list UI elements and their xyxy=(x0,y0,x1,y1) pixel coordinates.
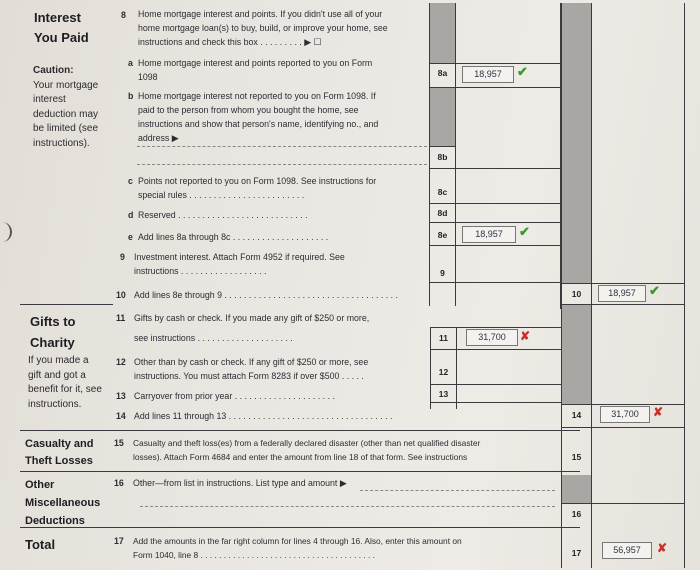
cross-mark-icon: ✘ xyxy=(520,329,531,343)
inner-label-column-right-gifts xyxy=(456,327,457,409)
line-8b-text-row: address ▶ xyxy=(138,133,179,143)
line-9-text xyxy=(134,250,345,278)
line-8-text xyxy=(138,7,388,49)
row-line xyxy=(429,222,561,223)
row-line xyxy=(429,63,561,64)
row-line xyxy=(562,304,684,305)
line-8a-text-row: Home mortgage interest and points reported to you on Form xyxy=(138,58,373,68)
address-line xyxy=(137,164,427,165)
row-line xyxy=(429,168,561,169)
interest-title-line2: You Paid xyxy=(34,30,89,45)
other-deduction-line xyxy=(360,490,555,491)
casualty-title-line1: Casualty and xyxy=(25,438,94,450)
check-mark-icon: ✔ xyxy=(519,224,530,239)
address-line xyxy=(137,146,427,147)
line-11-text-row: see instructions . . . . . . . . . . . . . . . . . . . . xyxy=(134,333,293,343)
line-10-label: 10 xyxy=(571,289,582,299)
other-title-line1: Other xyxy=(25,479,55,491)
line-8c-text xyxy=(138,174,376,202)
caution-line: deduction may xyxy=(33,108,99,120)
line-11-text xyxy=(134,311,369,345)
section-divider xyxy=(20,304,113,305)
row-line xyxy=(429,146,455,147)
line-16-label: 16 xyxy=(571,509,582,519)
line-11-label: 11 xyxy=(439,333,448,343)
row-line xyxy=(430,402,561,403)
line-14-number: 14 xyxy=(116,411,126,421)
row-line xyxy=(430,384,561,385)
gifts-note-line: instructions. xyxy=(28,398,82,410)
line-8-number: 8 xyxy=(121,10,126,20)
gifts-title-line1: Gifts to xyxy=(30,314,76,329)
line-11-number: 11 xyxy=(116,313,126,323)
line-10-amount[interactable]: 18,957 xyxy=(598,285,646,302)
line-14-text: Add lines 11 through 13 . . . . . . . . . . . . . . . . . . . . . . . . . . . . . . . . . . xyxy=(134,411,393,421)
line-8e-text: Add lines 8a through 8c . . . . . . . . . . . . . . . . . . . . xyxy=(138,232,329,242)
line-13-text: Carryover from prior year . . . . . . . . . . . . . . . . . . . . . xyxy=(134,391,335,401)
caution-title: Caution: xyxy=(33,65,74,76)
line-8d-text: Reserved . . . . . . . . . . . . . . . . . . . . . . . . . . . xyxy=(138,210,308,220)
line-9-text-row: instructions . . . . . . . . . . . . . . . . . . xyxy=(134,266,267,276)
row-line xyxy=(429,282,561,283)
other-deduction-line xyxy=(140,506,555,507)
line-8a-amount[interactable]: 18,957 xyxy=(462,66,514,83)
line-17-label: 17 xyxy=(571,548,582,558)
other-title-line3: Deductions xyxy=(25,515,85,527)
shaded-cell xyxy=(562,304,591,404)
line-9-label: 9 xyxy=(440,268,445,278)
line-8e-label: 8e xyxy=(437,230,448,240)
line-17-number: 17 xyxy=(114,536,124,546)
shaded-cell xyxy=(430,88,455,146)
shaded-cell xyxy=(430,3,455,63)
casualty-section-title xyxy=(25,436,93,470)
line-8c-text-row: Points not reported to you on Form 1098. See instructions for xyxy=(138,176,377,186)
line-17-text-row: Add the amounts in the far right column for lines 4 through 16. Also, enter this amount on xyxy=(133,536,462,546)
line-17-text xyxy=(133,534,462,562)
line-8-text-row: instructions and check this box . . . . . . . . . ▶ ☐ xyxy=(138,37,322,47)
line-12-number: 12 xyxy=(116,357,126,367)
line-15-text-row: Casualty and theft loss(es) from a federally declared disaster (other than net qualified disaster xyxy=(133,438,481,448)
section-divider xyxy=(20,527,580,528)
line-8d-label: 8d xyxy=(437,208,448,218)
line-9-text-row: Investment interest. Attach Form 4952 if required. See xyxy=(134,252,345,262)
gifts-note-line: gift and got a xyxy=(28,369,86,381)
line-8b-text-row: paid to the person from whom you bought the home, see xyxy=(138,105,359,115)
line-10-text: Add lines 8e through 9 . . . . . . . . . . . . . . . . . . . . . . . . . . . . . . . . . . . . xyxy=(134,290,399,300)
caution-note xyxy=(33,64,98,151)
check-mark-icon: ✔ xyxy=(517,64,528,79)
line-16-text: Other—from list in instructions. List type and amount ▶ xyxy=(133,478,347,488)
line-8b-text-row: instructions and show that person's name, identifying no., and xyxy=(138,119,379,129)
other-section-title xyxy=(25,476,100,530)
row-line xyxy=(430,349,561,350)
line-11-amount[interactable]: 31,700 xyxy=(466,329,518,346)
line-8b-text xyxy=(138,89,378,145)
outer-value-column-right xyxy=(684,3,685,568)
line-17-text-row: Form 1040, line 8 . . . . . . . . . . . . . . . . . . . . . . . . . . . . . . . . . . . . . . xyxy=(133,550,376,560)
other-title-line2: Miscellaneous xyxy=(25,497,101,509)
line-8a-label: 8a xyxy=(437,68,448,78)
row-line xyxy=(429,87,561,88)
row-line xyxy=(562,283,684,284)
caution-line: interest xyxy=(33,94,66,105)
line-8c-letter: c xyxy=(128,176,133,186)
line-8e-letter: e xyxy=(128,232,133,242)
line-8b-label: 8b xyxy=(437,152,448,162)
line-8a-text xyxy=(138,56,372,84)
cross-mark-icon: ✘ xyxy=(657,541,668,555)
row-line xyxy=(430,327,561,328)
line-12-text-row: Other than by cash or check. If any gift of $250 or more, see xyxy=(134,357,369,367)
caution-line: be limited (see xyxy=(33,123,99,134)
row-line xyxy=(562,503,684,504)
section-divider xyxy=(20,471,580,472)
line-8b-text-row: Home mortgage interest not reported to you on Form 1098. If xyxy=(138,91,376,101)
line-8a-letter: a xyxy=(128,58,133,68)
row-line xyxy=(429,203,561,204)
line-15-text-row: losses). Attach Form 4684 and enter the amount from line 18 of that form. See instructions xyxy=(133,452,468,462)
line-8e-amount[interactable]: 18,957 xyxy=(462,226,516,243)
interest-section-title xyxy=(34,10,89,45)
line-8b-letter: b xyxy=(128,91,134,101)
line-13-label: 13 xyxy=(438,389,449,399)
line-13-number: 13 xyxy=(116,391,126,401)
line-12-text-row: instructions. You must attach Form 8283 if over $500 . . . . . xyxy=(134,371,364,381)
line-15-label: 15 xyxy=(571,452,582,462)
shaded-cell xyxy=(562,3,591,283)
line-9-number: 9 xyxy=(120,252,125,262)
total-section-title: Total xyxy=(25,537,56,552)
line-8-text-row: home mortgage loan(s) to buy, build, or improve your home, see xyxy=(138,23,388,33)
gifts-section-title xyxy=(30,314,76,350)
section-divider xyxy=(20,430,580,431)
casualty-title-line2: Theft Losses xyxy=(25,455,93,467)
line-8c-label: 8c xyxy=(437,187,448,197)
caution-line: Your mortgage xyxy=(33,79,99,91)
line-11-text-row: Gifts by cash or check. If you made any gift of $250 or more, xyxy=(134,313,370,323)
gifts-note-line: benefit for it, see xyxy=(28,384,102,395)
gifts-note-line: If you made a xyxy=(28,355,89,366)
line-12-text xyxy=(134,355,368,383)
row-line xyxy=(562,427,684,428)
shaded-cell xyxy=(562,475,591,503)
line-15-number: 15 xyxy=(114,438,124,448)
inner-label-column-right xyxy=(455,3,456,306)
line-12-label: 12 xyxy=(438,367,449,377)
interest-title-line1: Interest xyxy=(34,10,81,25)
line-10-number: 10 xyxy=(116,290,126,300)
line-15-text xyxy=(133,436,480,464)
gifts-note xyxy=(28,354,102,412)
check-mark-icon: ✔ xyxy=(649,283,660,298)
line-14-amount[interactable]: 31,700 xyxy=(600,406,650,423)
row-line xyxy=(562,404,684,405)
line-8-text-row: Home mortgage interest and points. If you didn't use all of your xyxy=(138,9,383,19)
row-line xyxy=(429,245,561,246)
line-8c-text-row: special rules . . . . . . . . . . . . . . . . . . . . . . . . xyxy=(138,190,305,200)
outer-label-column-right xyxy=(591,3,592,568)
line-17-amount[interactable]: 56,957 xyxy=(602,542,652,559)
caution-line: instructions). xyxy=(33,137,90,149)
gifts-title-line2: Charity xyxy=(30,335,75,350)
line-8a-text-row: 1098 xyxy=(138,72,158,82)
line-8d-letter: d xyxy=(128,210,134,220)
line-16-number: 16 xyxy=(114,478,124,488)
page-edge-arrow-icon xyxy=(0,222,12,242)
cross-mark-icon: ✘ xyxy=(653,405,664,419)
line-14-label: 14 xyxy=(571,410,582,420)
